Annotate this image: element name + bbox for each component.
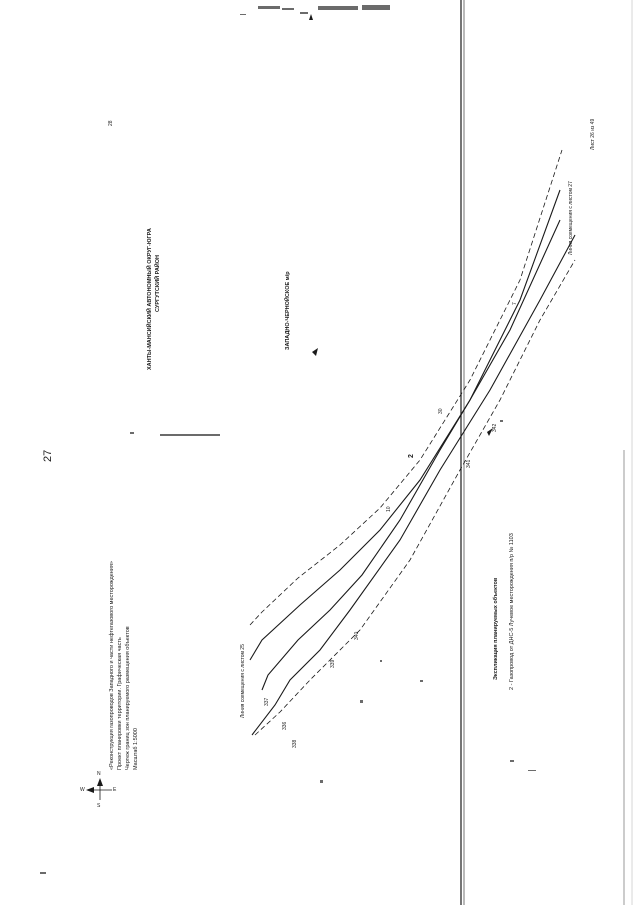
sheet-corner-number: 28	[108, 120, 114, 126]
compass-south: S	[97, 803, 101, 809]
compass-west: W	[80, 787, 85, 793]
zone-boundary-lower	[255, 260, 575, 735]
picket-338: 338	[292, 739, 298, 748]
compass-rose	[86, 778, 112, 800]
picket-340: 340	[354, 631, 360, 640]
region-title: ХАНТЫ-МАНСИЙСКИЙ АВТОНОМНЫЙ ОКРУГ-ЮГРА	[147, 228, 153, 370]
sheet-label: Лист 26 из 49	[590, 118, 596, 150]
compass-north: N	[97, 771, 101, 777]
project-description-line1: «Реконструкция газопроводов Западного и части нефтегазового месторождения»	[109, 561, 115, 770]
legend-item-1: 2 - Газопровод от ДНС-5 Лучевое месторождения п/р № 1103	[509, 533, 515, 690]
route-number-label: 2	[408, 454, 415, 458]
offset-label-a: 7	[512, 302, 518, 305]
north-marker	[309, 14, 313, 20]
picket-341: 341	[466, 459, 472, 468]
offset-label-b: 30	[438, 408, 444, 414]
offset-label-c: 10	[386, 506, 392, 512]
project-description-line2: Проект планировки территории. Графическая часть	[117, 637, 123, 770]
legend-title: Экспликация планируемых объектов	[493, 577, 499, 680]
page-number: 27	[42, 449, 54, 462]
route-line-3	[252, 235, 575, 735]
project-description-line3: Чертеж границ зон планируемого размещения объектов	[125, 626, 131, 770]
district-title: СУРГУТСКИЙ РАЙОН	[155, 254, 161, 312]
picket-336: 336	[282, 721, 288, 730]
map-scale: Масштаб 1:5000	[133, 728, 139, 770]
picket-339: 339	[330, 659, 336, 668]
compass-east: E	[113, 787, 117, 793]
match-line-right: Линия совмещения с листом 27	[568, 181, 574, 255]
match-line-left: Линия совмещения с листом 25	[240, 644, 246, 718]
field-arrow	[312, 348, 318, 356]
picket-337: 337	[264, 697, 270, 706]
picket-342: 342	[492, 423, 498, 432]
field-name: ЗАПАДНО-ЧЕРНОЙСКОЕ м/р	[285, 271, 291, 350]
